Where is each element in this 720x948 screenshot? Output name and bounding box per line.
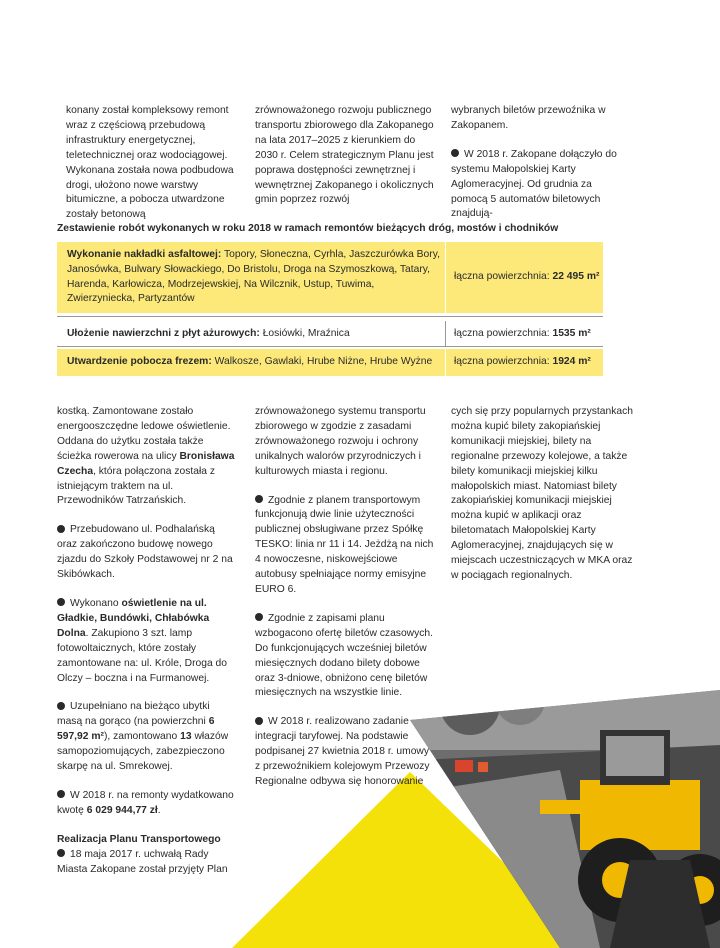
top-col1-text: konany został kompleksowy remont wraz z częściową przebudową infrastruktury energetycznej, teletechnicznej oraz wodociągowej. Wykonana została nowa podbudowa drogi, ułożono nowe warstwy bitumiczne, a pobocza utwardzone zostały betonową [66,105,234,221]
col2-paragraph-4: W 2018 r. realizowano zadanie integracji taryfowej. Na podstawie podpisanej 27 kwietnia 2018 r. umowy z przewoźnikiem kolejowym Przewozy Regionalne odbywa się honorowanie [255,716,430,787]
col2-paragraph-1: zrównoważonego systemu transportu zbiorowego w zgodzie z zasadami zrównoważonego rozwoju i ochrony unikalnych walorów przyrodniczych i kulturowych miasta i regionu. [255,406,426,477]
bullet-icon [255,495,263,503]
top-col3-text-2: W 2018 r. Zakopane dołączyło do systemu Małopolskiej Karty Aglomeracyjnej. Od grudnia za pomocą 5 automatów biletowych znajdują- [451,148,617,220]
top-col2-text: zrównoważonego rozwoju publicznego transportu zbiorowego dla Zakopanego na lata 2017–2025 z kierunkiem do 2030 r. Celem strategicznym Planu jest poprawa dostępności zewnętrznej i wewnętrznej Zakopanego i okolicznych gmin poprzez rozwój [255,105,434,206]
col2-paragraph-2: Zgodnie z planem transportowym funkcjonują dwie linie użyteczności publicznej obsługiwane przez Spółkę TESKO: linia nr 11 i 14. Jeżdżą na nich 4 nowoczesne, niskowejściowe autobusy spełniające normy emisyjne EURO 6. [255,494,434,595]
col1-paragraph-2: Przebudowano ul. Podhalańską oraz zakończono budowę nowego zjazdu do Szkoły Podstawowej nr 2 na Skibówkach. [57,524,233,581]
col3-paragraph-1: cych się przy popularnych przystankach można kupić bilety zakopiańskiej komunikacji miejskiej, bilety na regionalne przewozy kolejowe, a także bilety komunikacji miejskiej kilku małopolskich miast. Natomiast bilety zakopiańskiej komunikacji miejskiej można kupić w aplikacji oraz biletomatach Małopolskiej Karty Aglomeracyjnej, znajdujących się w miejscach uczestniczących w MKA oraz w pociągach regionalnych. [451,406,633,581]
bullet-icon [57,525,65,533]
top-col3-text-1: wybranych biletów przewoźnika w Zakopanem. [451,105,606,131]
table-cell-works: Wykonanie nakładki asfaltowej: Topory, Słoneczna, Cyrhla, Jaszczurówka Bory, Janosówka, Bulwary Słowackiego, Do Bristolu, Droga na Szymoszkową, Tatary, Harenda, Karłowicza, Modrzejewskiej, Na Wilcznik, Ustup, Tuwima, Zwierzyniecka, Partyzantów [67,248,440,305]
col1-paragraph-6: 18 maja 2017 r. uchwałą Rady Miasta Zakopane został przyjęty Plan [57,848,228,875]
col1-paragraph-3: Wykonano oświetlenie na ul. Gładkie, Bundówki, Chłabówka Dolna. Zakupiono 3 szt. lamp fotowoltaicznych, które zostały zamontowane na: ul. Króle, Droga do Olczy – boczna i na Furmanowej. [57,597,227,684]
section-heading: Realizacja Planu Transportowego [57,833,221,845]
table-title: Zestawienie robót wykonanych w roku 2018 w ramach remontów bieżących dróg, mostów i chodników [57,223,559,234]
excavator-body [580,780,700,850]
col1-paragraph-5: W 2018 r. na remonty wydatkowano kwotę 6 029 944,77 zł. [57,789,234,816]
bottom-column-1 [57,405,237,891]
table-cell-area: łączna powierzchnia: 1535 m² [445,321,603,347]
bottom-column-3 [451,405,633,598]
table-cell-area: łączna powierzchnia: 22 495 m² [445,242,603,313]
table-cell-works: Utwardzenie pobocza frezem: Walkosze, Gawlaki, Hrube Niżne, Hrube Wyżne [67,356,433,368]
bullet-icon [57,702,65,710]
bullet-icon [57,790,65,798]
bullet-icon [255,613,263,621]
col1-paragraph-1: kostką. Zamontowane zostało energooszczędne ledowe oświetlenie. Oddana do użytku została także ścieżka rowerowa na ulicy Bronisława Czecha, która połączona została z istniejącym traktem na ul. Przewodników Tatrzańskich. [57,406,235,507]
bullet-icon [57,598,65,606]
table-cell-works: Ułożenie nawierzchni z płyt ażurowych: Łosiówki, Mraźnica [67,327,350,339]
col2-paragraph-3: Zgodnie z zapisami planu wzbogacono ofertę biletów czasowych. Do funkcjonujących wcześniej biletów miesięcznych dodano bilety dobowe oraz 3-dniowe, obniżono cenę biletów miesięcznych na wszystkie linie. [255,612,434,699]
bottom-column-2 [255,405,435,804]
bullet-icon [57,849,65,857]
col1-paragraph-4: Uzupełniano na bieżąco ubytki masą na gorąco (na powierzchni 6 597,92 m²), zamontowano 13 włazów samopoziomujących, zabezpieczono skarpę na ul. Smrekowej. [57,701,229,773]
bullet-icon [255,717,263,725]
table-cell-area: łączna powierzchnia: 1924 m² [445,349,603,376]
